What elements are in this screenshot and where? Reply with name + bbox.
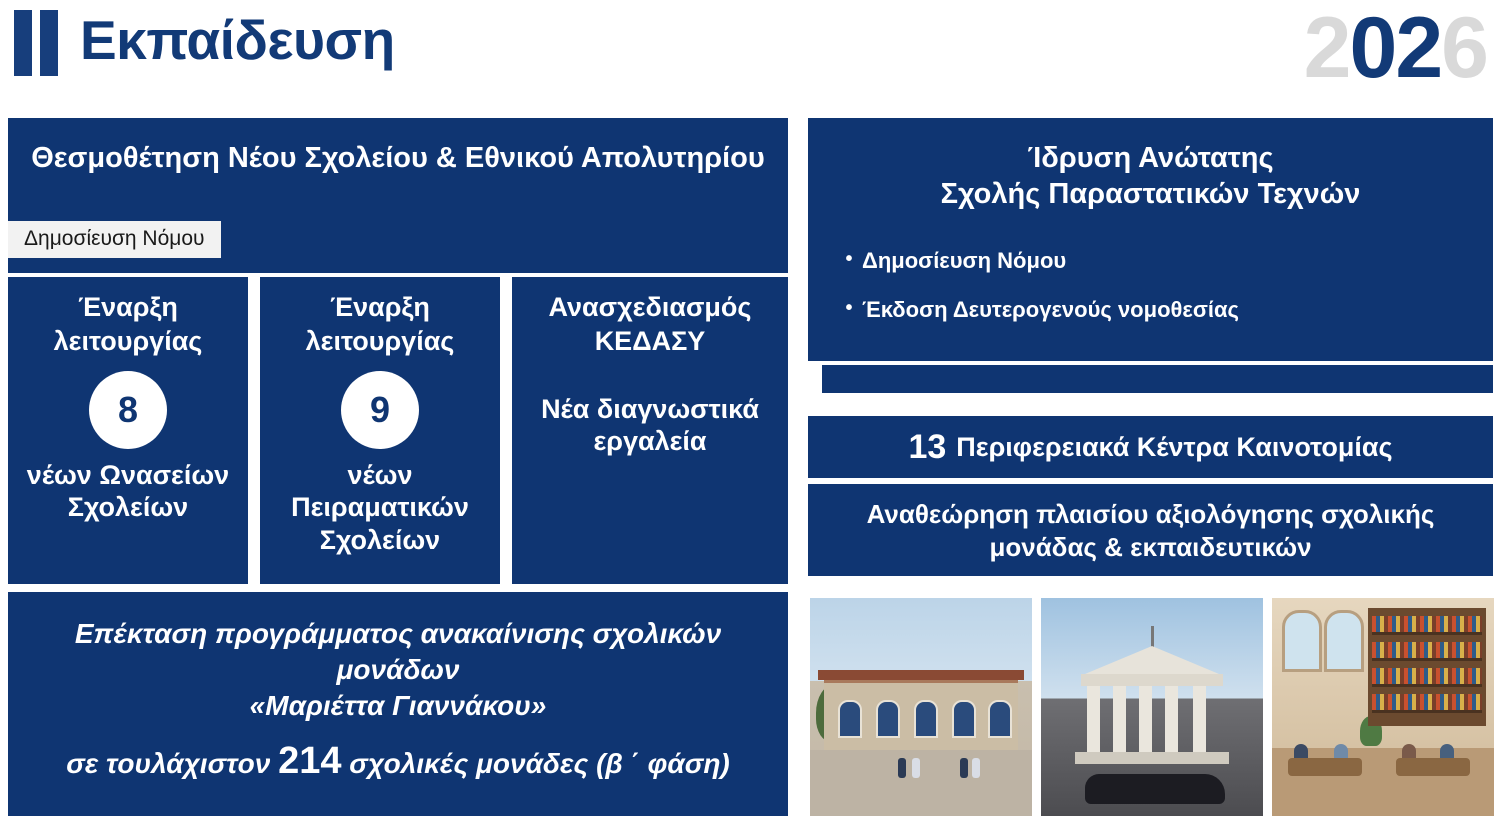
renovation-line-3 [26,737,770,786]
column-shape [1113,686,1126,752]
neoclassical-building-photo [1041,598,1263,816]
panel-evaluation-framework [808,484,1493,576]
ground-shape [810,750,1032,816]
roof-shape [818,670,1024,680]
book-row-shape [1372,642,1482,661]
card-onassis-foot: νέων Ωνασείων Σχολείων [26,459,230,523]
card-onassis-schools [8,277,248,584]
logo-digit-1: 2 [1303,0,1350,96]
card-experimental-number: 9 [341,371,419,449]
logo-2026 [1304,0,1487,96]
panel-school-renovation [8,592,788,816]
photo-strip [810,598,1494,816]
flagpole-shape [1151,626,1154,648]
renovation-suffix: σχολικές μονάδες (β ΄ φάση) [341,748,730,780]
table-shape [1288,758,1362,776]
card-kedasy-head: Ανασχεδιασμός ΚΕΔΑΣΥ [548,292,752,356]
pediment-shape [1085,646,1219,674]
card-experimental-head: Έναρξη λειτουργίας [305,292,455,356]
card-experimental-schools [260,277,500,584]
window-shape [838,700,862,738]
renovation-line-1: Επέκταση προγράμματος ανακαίνισης σχολικών μονάδων [74,618,722,685]
bookshelf-shape [1368,608,1486,726]
window-shape [952,700,976,738]
card-onassis-number: 8 [89,371,167,449]
window-shape [876,700,900,738]
person-shape [960,758,968,778]
bullet-dot-icon: • [845,297,853,319]
bullet-label: Δημοσίευση Νόμου [862,247,1067,273]
performing-arts-bullets [828,247,1473,324]
panel-new-school-law-title: Θεσμοθέτηση Νέου Σχολείου & Εθνικού Απολυτηρίου [31,142,765,174]
renovation-number: 214 [278,740,342,783]
window-shape [914,700,938,738]
person-shape [898,758,906,778]
entablature-shape [1081,674,1223,686]
bullet-item [836,247,1465,275]
bullet-item [836,296,1465,324]
card-kedasy-redesign [512,277,788,584]
book-row-shape [1372,694,1482,713]
innovation-centers-label: Περιφερειακά Κέντρα Καινοτομίας [956,431,1393,462]
stylobate-shape [1075,752,1229,764]
column-shape [1193,686,1206,752]
person-shape [972,758,980,778]
person-shape [912,758,920,778]
panel-innovation-centers [808,416,1493,478]
arched-window-shape [1282,610,1322,672]
performing-arts-title-line2: Σχολής Παραστατικών Τεχνών [940,178,1361,211]
table-shape [1396,758,1470,776]
column-shape [1165,686,1178,752]
tag-law-publication: Δημοσίευση Νόμου [8,221,221,258]
panel-performing-arts-school [808,118,1493,361]
arched-window-shape [1324,610,1364,672]
title-accent-bars-icon [14,10,58,76]
divider-strip [822,365,1493,393]
renovation-line-2: «Μαριέττα Γιαννάκου» [249,689,547,721]
bullet-dot-icon: • [845,247,853,270]
stone-school-building-photo [810,598,1032,816]
column-shape [1087,686,1100,752]
book-row-shape [1372,616,1482,635]
innovation-centers-number: 13 [908,427,947,466]
car-shape [1085,774,1225,804]
performing-arts-title-line1: Ίδρυση Ανώτατης [1027,142,1274,174]
window-shape [988,700,1012,738]
logo-digits-middle: 02 [1349,0,1442,96]
bullet-label: Έκδοση Δευτερογενούς νομοθεσίας [862,297,1239,322]
school-library-photo [1272,598,1494,816]
book-row-shape [1372,668,1482,687]
evaluation-framework-label: Αναθεώρηση πλαισίου αξιολόγησης σχολικής μονάδας & εκπαιδευτικών [866,499,1435,563]
page-title: Εκπαίδευση [80,9,395,71]
card-experimental-foot: νέων Πειραματικών Σχολείων [291,459,469,556]
card-kedasy-sub: Νέα διαγνωστικά εργαλεία [541,393,759,457]
slide-header [0,0,1501,108]
column-shape [1139,686,1152,752]
renovation-prefix: σε τουλάχιστον [66,748,279,780]
card-onassis-head: Έναρξη λειτουργίας [53,292,203,356]
logo-digit-4: 6 [1441,0,1487,96]
